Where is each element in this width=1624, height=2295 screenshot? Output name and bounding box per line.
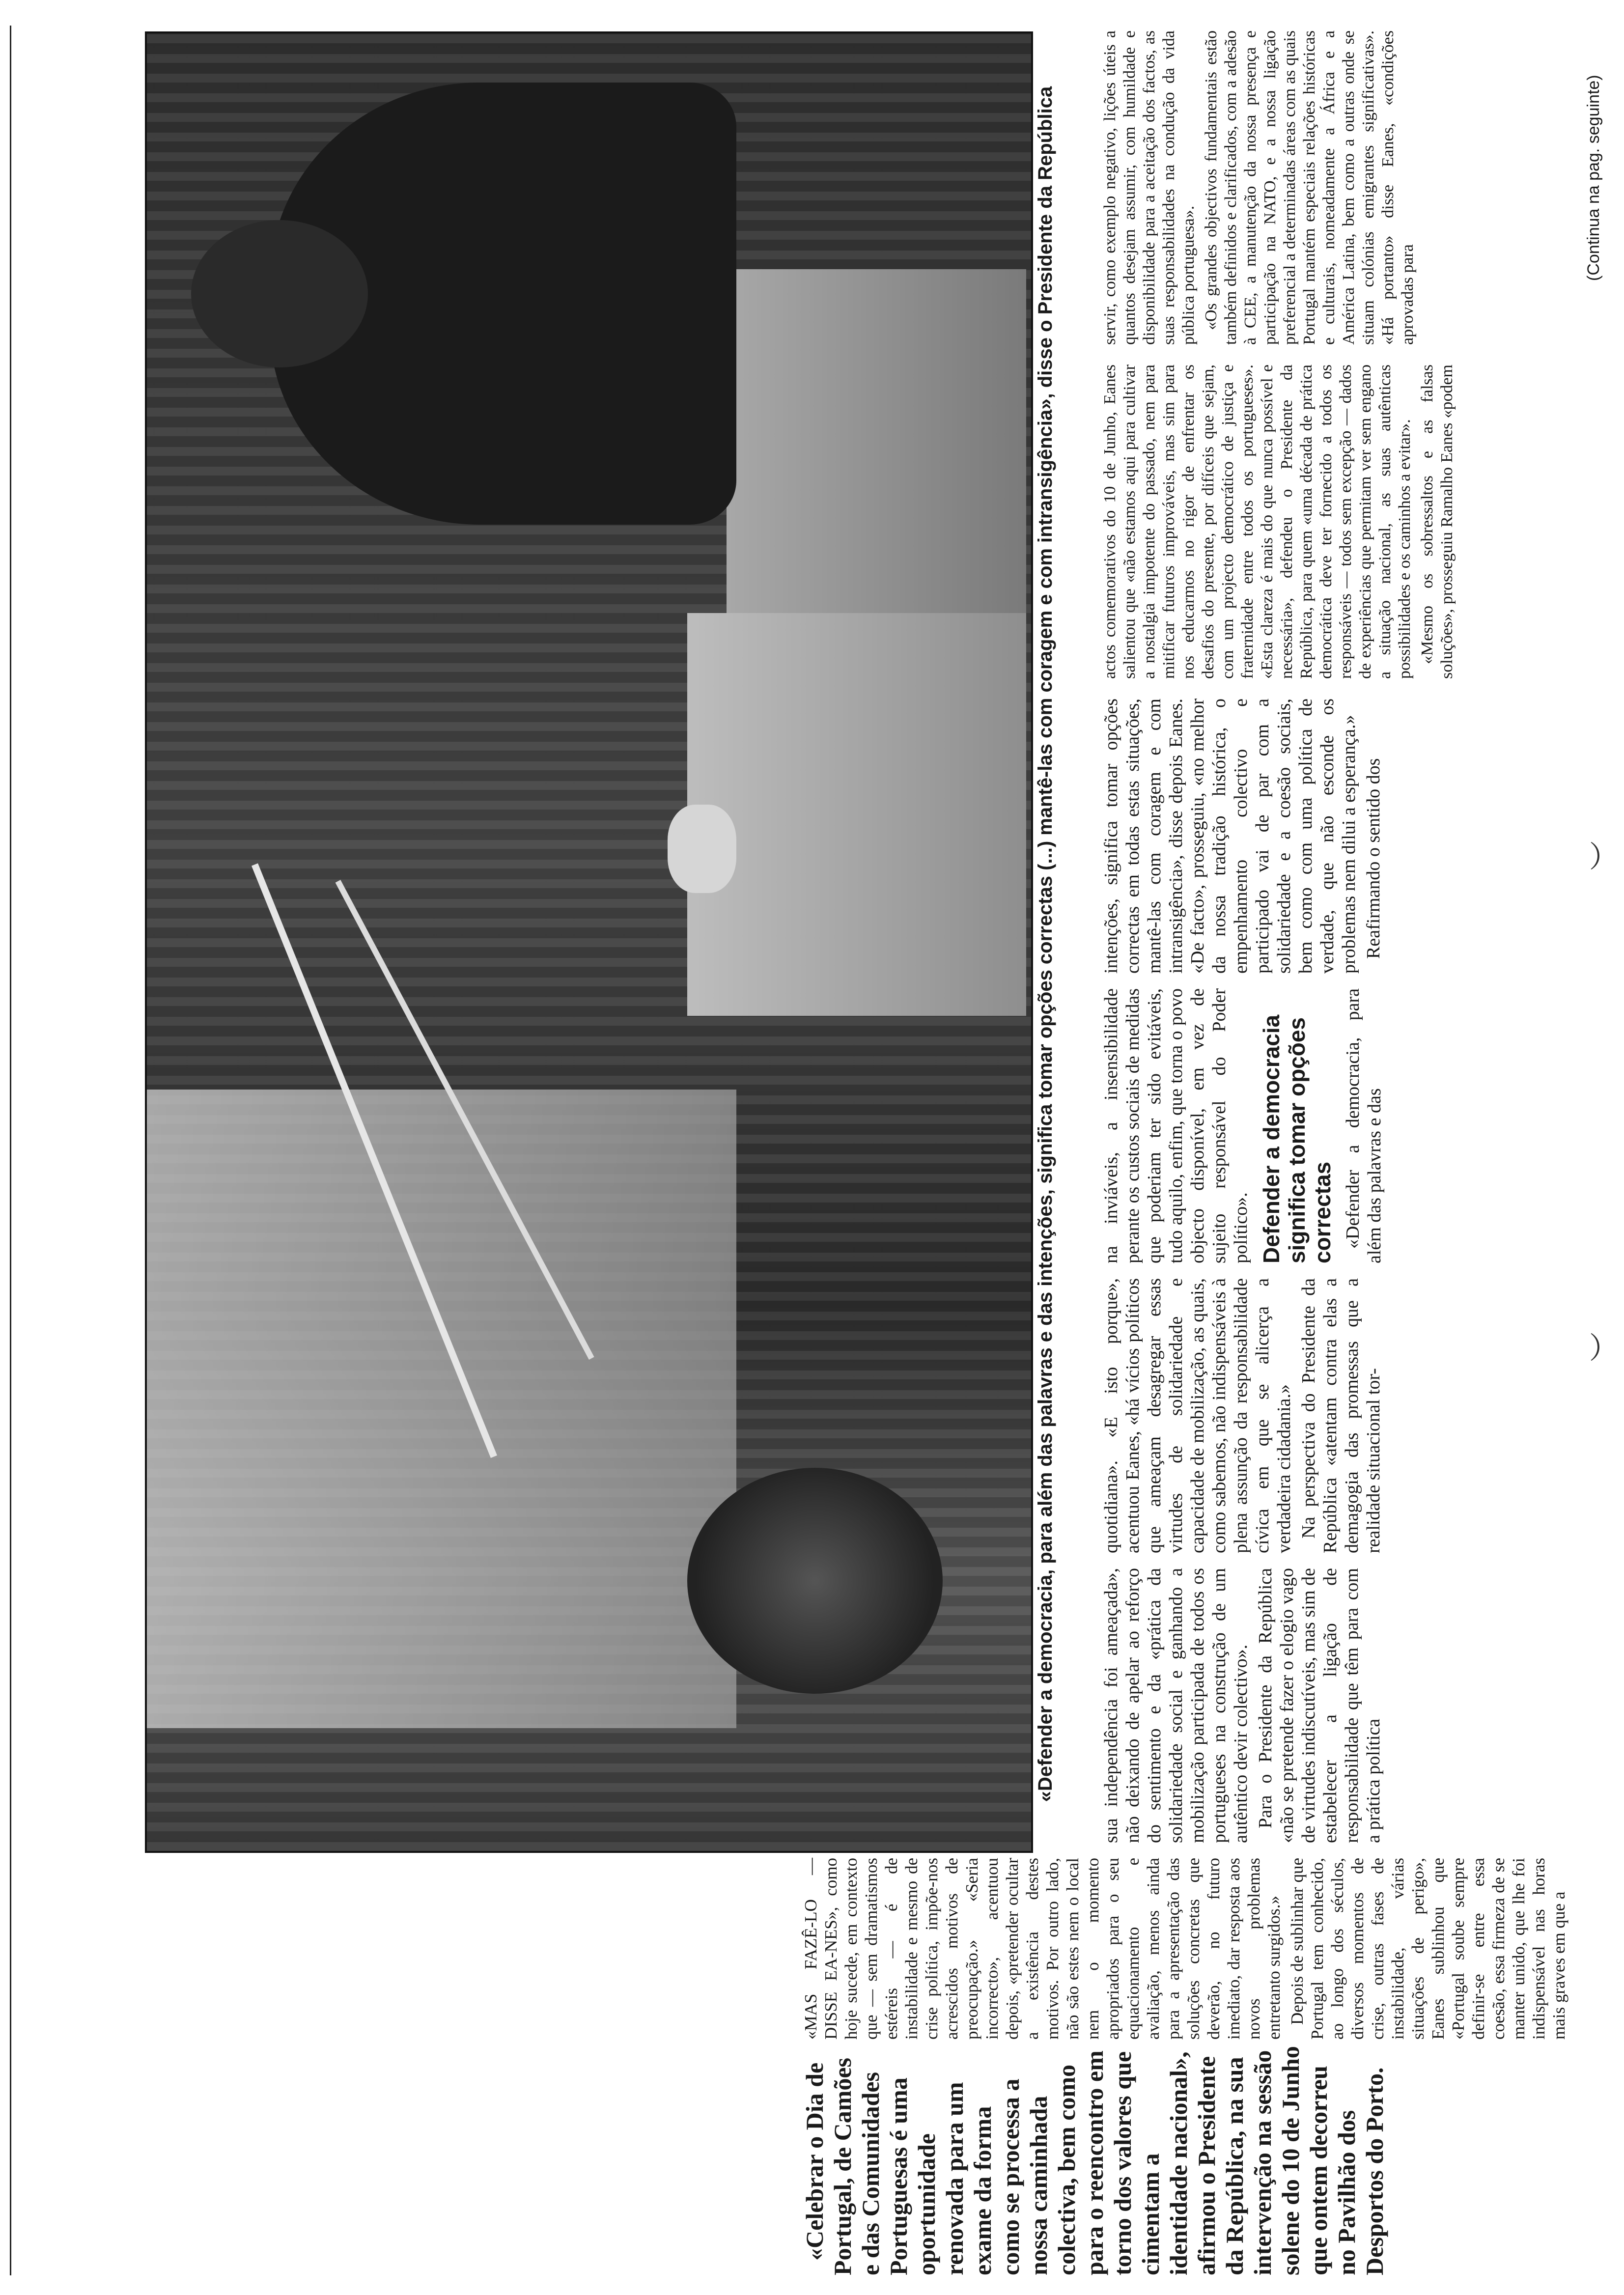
- body-col-c: [1100, 1278, 1596, 1553]
- body-col-b-p1: sua independência foi ameaçada», não deixando de apelar ao reforço do sentimento e da «prática da solidariedade social e ganhando a mobilização participada de todos os portugueses na construção de um autêntico devir colectivo».: [1101, 1568, 1251, 1843]
- news-photo: [145, 31, 1033, 1853]
- photo-wall: [147, 1090, 736, 1728]
- top-rule: [10, 26, 11, 2275]
- body-col-d: [1100, 988, 1596, 1263]
- body-col-c-p1: quotidiana». «E isto porque», acentuou Eanes, «há vícios políticos que ameaçam desagregar essas virtudes de solidariedade e capacidade de mobilização, as quais, como sabemos, não indispensáveis à plena assunção da responsabilidade cívica em que se alicerça a verdadeira cidadania.»: [1101, 1278, 1294, 1553]
- scan-mark-1: ︶: [1588, 1332, 1623, 1362]
- photo-lectern: [687, 613, 1026, 1016]
- photo-caption: «Defender a democracia, para além das palavras e das intenções, significa tomar opções correctas (...) mantê-las com coragem e com intransigência», disse o Presidente da República: [1035, 86, 1056, 1802]
- body-col-c-p2: Na perspectiva do Presidente da República «atentam contra elas a demagogia das promessas que a realidade situacional tor-: [1298, 1278, 1384, 1553]
- body-col-a-p2: Depois de sublinhar que Portugal tem conhecido, ao longo dos séculos, diversos momentos de crise, outras fases de instabilidade, várias situações de perigo», Eanes sublinhou que «Portugal soube sempre definir-se entre essa coesão, essa firmeza de se manter unido, que lhe foi indispensável nas horas mais graves em que a: [1288, 1858, 1568, 2040]
- column-1: [801, 2044, 1596, 2275]
- continued-note: (Continua na pag. seguinte): [1584, 75, 1603, 281]
- body-col-e-p1: intenções, significa tomar opções correctas em todas estas situações, mantê-las com coragem e com intransigência», disse depois Eanes. «De facto», prosseguiu, «no melhor da nossa tradição histórica, o empenhamento colectivo e participado vai de par com a solidariedade e a coesão sociais, bem como com uma política de verdade, que não esconde os problemas nem dilui a esperança.»: [1101, 699, 1359, 974]
- body-col-d-p2: «Defender a democracia, para além das palavras e das: [1343, 988, 1385, 1263]
- section-subhead: Defender a democracia significa tomar opções correctas: [1259, 1014, 1335, 1263]
- body-col-b-p2: Para o Presidente da República «não se pretende fazer o elogio vago de virtudes indiscutíveis, mas sim de estabelecer a ligação de responsabilidade que têm para com a prática política: [1255, 1568, 1384, 1843]
- photo-speaker-head: [191, 220, 368, 367]
- right-column-p3: «Os grandes objectivos fundamentais estão também definidos e clarificados, com a adesão à CEE, a manutenção da nossa presença e participação na NATO, e a nossa ligação preferencial a determinadas áreas com as quais Portugal mantém especiais relações históricas e culturais, nomeadamente a África e a América Latina, bem como a outras onde se situam colónias emigrantes significativas». «Há portanto» disse Eanes, «condições aprovadas para: [1202, 30, 1417, 345]
- right-column: [1100, 30, 1596, 679]
- body-col-a-p1: «MAS FAZÊ-LO —DISSE EA-NES», como hoje sucede, em contexto que — sem dramatismos estéreis — é de instabilidade e mesmo de crise política, impõe-nos acrescidos motivos de preocupação.» «Seria incorrecto», acentuou depois, «pretender ocultar a existência destes motivos. Por outro lado, não são estes nem o local nem o momento apropriados para o seu equacionamento e avaliação, menos ainda para a apresentação das soluções concretas que deverão, no futuro imediato, dar resposta aos novos problemas entretanto surgidos.»: [801, 1858, 1284, 2040]
- body-col-e-p2: Reafirmando o sentido dos: [1363, 758, 1384, 959]
- right-column-p1: actos comemorativos do 10 de Junho, Eanes salientou que «não estamos aqui para cultivar a nostalgia impotente do passado, nem para mitificar futuros improváveis, mas sim para nos educarmos no rigor de enfrentar os desafios do presente, por difíceis que sejam, com um projecto democrático de justiça e fraternidade entre todos os portugueses». «Esta clareza é mais do que nunca possível e necessária», defendeu o Presidente da República, para quem «uma década de prática democrática deve ter fornecido a todos os responsáveis — todos sem excepção — dados de experiências que permitam ver sem engano a situação nacional, as suas autênticas possibilidades e os caminhos a evitar».: [1101, 364, 1414, 679]
- body-col-e: [1100, 699, 1596, 974]
- headline-lead: «Celebrar o Dia de Portugal, de Camões e das Comunidades Portuguesas é uma oportunidade renovada para um exame da forma como se processa a nossa caminhada colectiva, bem como para o reencontro em torno dos valores que cimentam a identidade nacional», afirmou o Presidente da República, na sua intervenção na sessão solene do 10 de Junho que ontem decorreu no Pavilhão dos Desportos do Porto.: [801, 2046, 1388, 2275]
- body-col-a: [801, 1858, 1596, 2040]
- right-column-p2: «Mesmo os sobressaltos e as falsas soluções», prosseguiu Ramalho Eanes «podem servir, como exemplo negativo, lições úteis a quantos desejam assumir, com humildade e disponibilidade para a aceitação dos factos, as suas responsabilidades na condução da vida pública portuguesa».: [1101, 30, 1456, 679]
- scan-mark-2: ︶: [1588, 841, 1623, 870]
- body-col-b: [1100, 1568, 1596, 1843]
- body-col-d-p1: na inviáveis, a insensibilidade perante os custos sociais de medidas que poderiam ter sido evitáveis, tudo aquilo, enfim, que torna o povo objecto disponível, em vez de sujeito responsável do Poder político».: [1101, 988, 1251, 1263]
- photo-speaker-hand: [668, 805, 736, 893]
- photo-plant: [687, 1468, 943, 1694]
- photo-lectern-side: [727, 269, 1026, 613]
